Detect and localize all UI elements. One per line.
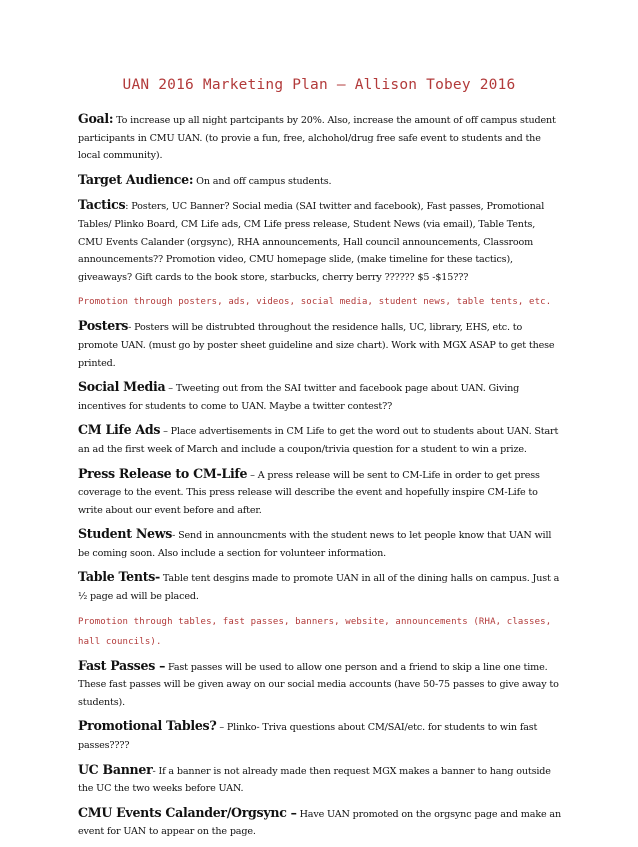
section-tactics — [78, 196, 562, 286]
section-press-release — [78, 465, 562, 520]
section-text: – Place advertisements in CM Life to get the word out to students about UAN. Start an ad the first week of March and include a coupon/trivia question for a student to win a prize. — [78, 426, 559, 455]
section-text: – Tweeting out from the SAI twitter and facebook page about UAN. Giving incentives for students to come to UAN. Maybe a twitter contest?? — [78, 383, 520, 412]
section-text: To increase up all night partcipants by 20%. Also, increase the amount of off campus student participants in CMU UAN. (to provie a fun, free, alchohol/drug free safe event to students and the local community). — [78, 115, 556, 162]
section-heading: Tactics — [78, 197, 126, 213]
section-social-media — [78, 378, 562, 415]
section-events-calander — [78, 804, 562, 841]
section-uc-banner — [78, 761, 562, 798]
section-text: - If a banner is not already made then request MGX makes a banner to hang outside the UC the two weeks before UAN. — [78, 765, 551, 795]
section-heading: CM Life Ads — [78, 422, 161, 438]
section-promotional-tables — [78, 717, 562, 754]
section-heading: UC Banner — [78, 761, 153, 777]
document-body — [78, 110, 562, 847]
section-text: : Posters, UC Banner? Social media (SAI twitter and facebook), Fast passes, Promotional Tables/ Plinko Board, CM Life ads, CM Life press release, Student News (via email), Table Tents, CMU Events Calander (orgsync), RHA announcements, Hall council announcements, Classroom announcements?? Promotion video, CMU homepage slide, (make timeline for these tactics), giveaways? Gift cards to the book store, starbucks, cherry berry ?????? $5 -$15??? — [78, 201, 545, 283]
section-heading: Fast Passes – — [78, 657, 166, 673]
section-heading: Table Tents- — [78, 569, 160, 585]
section-heading: Press Release to CM-Life — [78, 465, 248, 481]
section-text: - Posters will be distrubted throughout the residence halls, UC, library, EHS, etc. to promote UAN. (must go by poster sheet guideline and size chart). Work with MGX ASAP to get these printed. — [78, 322, 555, 369]
section-heading: Target Audience: — [78, 171, 194, 187]
section-text: On and off campus students. — [193, 175, 332, 187]
section-text: – A press release will be sent to CM-Life in order to get press coverage to the event. This press release will describe the event and hopefully inspire CM-Life to write about our event before and after. — [78, 469, 540, 516]
section-text: Fast passes will be used to allow one person and a friend to skip a line one time. These fast passes will be given away on our social media accounts (have 50-75 passes to give away to students). — [78, 661, 559, 708]
section-target-audience — [78, 171, 562, 191]
promotion-note: Promotion through posters, ads, videos, social media, student news, table tents, etc. — [78, 297, 552, 308]
section-heading: Promotional Tables? — [78, 718, 217, 734]
section-heading: Social Media — [78, 379, 166, 395]
section-table-tents — [78, 568, 562, 605]
section-heading: Goal: — [78, 111, 114, 126]
document-title: UAN 2016 Marketing Plan – Allison Tobey 2016 — [122, 77, 516, 93]
section-text: Have UAN promoted on the orgsync page and make an event for UAN to appear on the page. — [78, 808, 562, 838]
section-student-news — [78, 525, 562, 562]
section-heading: Posters — [78, 318, 129, 334]
section-heading: CMU Events Calander/Orgsync – — [78, 804, 297, 820]
section-posters — [78, 317, 562, 372]
section-goal — [78, 110, 562, 165]
section-text: - Send in announcments with the student news to let people know that UAN will be coming soon. Also include a section for volunteer information. — [78, 530, 552, 559]
section-text: – Plinko- Triva questions about CM/SAI/etc. for students to win fast passes???? — [78, 722, 538, 752]
section-heading: Student News — [78, 526, 173, 542]
promotion-note: Promotion through tables, fast passes, banners, website, announcements (RHA, classes, hall councils). — [78, 616, 552, 647]
section-text: Table tent desgins made to promote UAN in all of the dining halls on campus. Just a ½ page ad will be placed. — [78, 573, 560, 603]
section-fast-passes — [78, 657, 562, 712]
section-cm-life-ads — [78, 421, 562, 458]
